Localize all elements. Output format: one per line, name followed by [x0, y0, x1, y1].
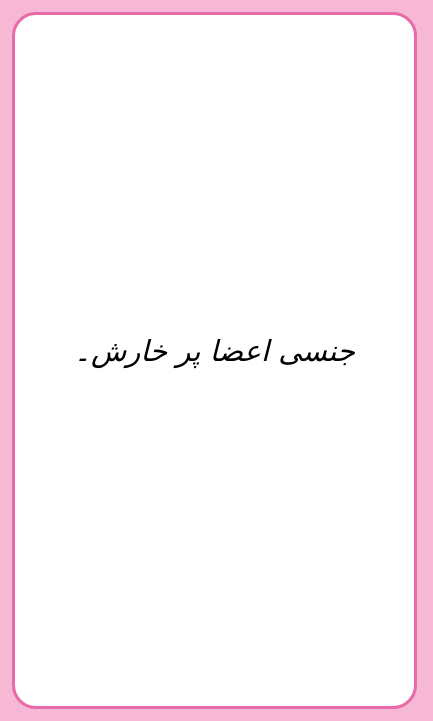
card-phrase: جنسی اعضا پر خارش۔	[74, 333, 355, 368]
flashcard	[12, 12, 417, 709]
